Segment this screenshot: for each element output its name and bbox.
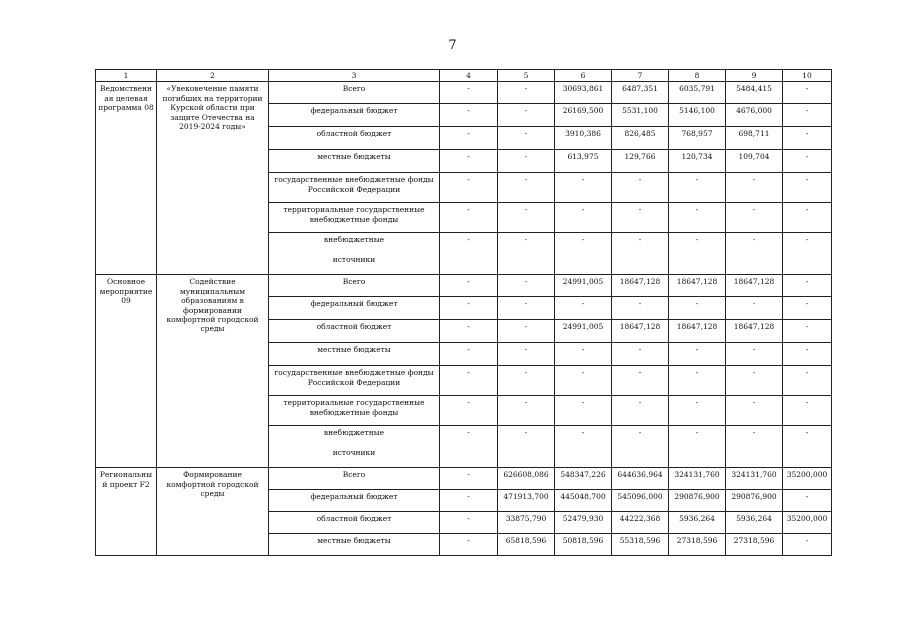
value-cell: - xyxy=(612,233,669,275)
column-header: 8 xyxy=(669,70,726,82)
value-cell: 24991,005 xyxy=(555,275,612,297)
column-header: 6 xyxy=(555,70,612,82)
funding-source xyxy=(269,320,440,343)
funding-source-label: внебюджетные xyxy=(323,428,385,438)
value-cell: 324131,760 xyxy=(726,468,783,490)
funding-source-label: территориальные государственные внебюджетные фонды xyxy=(283,205,425,224)
funding-source-label: местные бюджеты xyxy=(317,345,391,355)
value-cell: - xyxy=(555,343,612,366)
column-header: 5 xyxy=(498,70,555,82)
funding-source-label: государственные внебюджетные фонды Российской Федерации xyxy=(274,368,434,387)
funding-source xyxy=(269,512,440,534)
value-cell: - xyxy=(498,173,555,203)
value-cell: 24991,005 xyxy=(555,320,612,343)
value-cell: 52479,930 xyxy=(555,512,612,534)
value-cell: 109,704 xyxy=(726,150,783,173)
funding-source-label-continued: источники xyxy=(332,447,376,457)
value-cell: - xyxy=(726,366,783,396)
funding-source xyxy=(269,343,440,366)
value-cell: - xyxy=(440,275,498,297)
value-cell: 35200,000 xyxy=(783,512,832,534)
value-cell: - xyxy=(669,366,726,396)
funding-source-label: Всего xyxy=(342,470,366,480)
value-cell: 698,711 xyxy=(726,127,783,150)
value-cell: 50818,596 xyxy=(555,534,612,556)
funding-source-label: Всего xyxy=(342,84,366,94)
column-header: 2 xyxy=(157,70,269,82)
value-cell: - xyxy=(498,104,555,127)
funding-source-label: областной бюджет xyxy=(316,322,392,332)
funding-source-label: государственные внебюджетные фонды Российской Федерации xyxy=(274,175,434,194)
value-cell: 30693,861 xyxy=(555,82,612,104)
funding-source xyxy=(269,173,440,203)
value-cell: 18647,128 xyxy=(612,320,669,343)
funding-source-label-continued: источники xyxy=(332,254,376,264)
header-row xyxy=(96,70,832,82)
table-row xyxy=(96,275,832,297)
value-cell: 26169,500 xyxy=(555,104,612,127)
value-cell: - xyxy=(726,426,783,468)
column-header: 4 xyxy=(440,70,498,82)
funding-source xyxy=(269,233,440,275)
value-cell: - xyxy=(669,173,726,203)
value-cell: - xyxy=(726,203,783,233)
funding-source-label: местные бюджеты xyxy=(317,536,391,546)
program-name: Содействие муниципальным образованиям в формировании комфортной городской среды xyxy=(157,275,269,468)
funding-source xyxy=(269,127,440,150)
value-cell: - xyxy=(440,104,498,127)
funding-source xyxy=(269,396,440,426)
funding-source xyxy=(269,534,440,556)
value-cell: 826,485 xyxy=(612,127,669,150)
funding-source-label: федеральный бюджет xyxy=(310,299,398,309)
value-cell: 18647,128 xyxy=(669,320,726,343)
value-cell: - xyxy=(498,366,555,396)
value-cell: - xyxy=(783,150,832,173)
funding-source-label: федеральный бюджет xyxy=(310,106,398,116)
value-cell: - xyxy=(783,275,832,297)
value-cell: 768,957 xyxy=(669,127,726,150)
value-cell: - xyxy=(440,297,498,320)
column-header: 7 xyxy=(612,70,669,82)
column-header: 1 xyxy=(96,70,157,82)
value-cell: - xyxy=(612,203,669,233)
funding-source xyxy=(269,490,440,512)
value-cell: - xyxy=(612,173,669,203)
value-cell: 5484,415 xyxy=(726,82,783,104)
value-cell: - xyxy=(440,366,498,396)
funding-source xyxy=(269,366,440,396)
value-cell: - xyxy=(498,127,555,150)
funding-source xyxy=(269,203,440,233)
funding-source xyxy=(269,150,440,173)
value-cell: - xyxy=(783,233,832,275)
value-cell: - xyxy=(440,468,498,490)
funding-source xyxy=(269,104,440,127)
value-cell: 324131,760 xyxy=(669,468,726,490)
value-cell: 27318,596 xyxy=(726,534,783,556)
value-cell: - xyxy=(440,203,498,233)
value-cell: - xyxy=(783,426,832,468)
funding-source-label: территориальные государственные внебюджетные фонды xyxy=(283,398,425,417)
value-cell: - xyxy=(555,366,612,396)
funding-source-label: Всего xyxy=(342,277,366,287)
value-cell: - xyxy=(555,203,612,233)
value-cell: - xyxy=(783,82,832,104)
value-cell: - xyxy=(783,173,832,203)
value-cell: - xyxy=(440,396,498,426)
value-cell: - xyxy=(555,233,612,275)
value-cell: - xyxy=(783,203,832,233)
program-code: Ведомственн ая целевая программа 08 xyxy=(96,82,157,275)
value-cell: 4676,000 xyxy=(726,104,783,127)
funding-source-label: местные бюджеты xyxy=(317,152,391,162)
value-cell: - xyxy=(440,173,498,203)
value-cell: - xyxy=(440,233,498,275)
value-cell: - xyxy=(669,426,726,468)
value-cell: - xyxy=(498,82,555,104)
value-cell: - xyxy=(498,396,555,426)
value-cell: - xyxy=(498,203,555,233)
value-cell: - xyxy=(783,343,832,366)
table-row xyxy=(96,468,832,490)
program-name: «Увековечение памяти погибших на территории Курской области при защите Отечества на 2019-2024 годы» xyxy=(157,82,269,275)
value-cell: 18647,128 xyxy=(669,275,726,297)
program-code: Региональны й проект F2 xyxy=(96,468,157,556)
value-cell: 5146,100 xyxy=(669,104,726,127)
budget-table xyxy=(95,69,832,556)
value-cell: - xyxy=(440,150,498,173)
value-cell: - xyxy=(440,127,498,150)
value-cell: 613,975 xyxy=(555,150,612,173)
value-cell: - xyxy=(783,297,832,320)
value-cell: - xyxy=(726,343,783,366)
value-cell: - xyxy=(783,127,832,150)
value-cell: 290876,900 xyxy=(669,490,726,512)
value-cell: 5531,100 xyxy=(612,104,669,127)
value-cell: - xyxy=(440,490,498,512)
value-cell: 471913,700 xyxy=(498,490,555,512)
value-cell: - xyxy=(440,534,498,556)
value-cell: - xyxy=(612,366,669,396)
value-cell: - xyxy=(498,275,555,297)
value-cell: - xyxy=(669,396,726,426)
value-cell: - xyxy=(440,426,498,468)
funding-source-label: федеральный бюджет xyxy=(310,492,398,502)
funding-source xyxy=(269,82,440,104)
value-cell: - xyxy=(555,396,612,426)
value-cell: 644636,964 xyxy=(612,468,669,490)
value-cell: - xyxy=(783,320,832,343)
value-cell: - xyxy=(726,233,783,275)
value-cell: 18647,128 xyxy=(612,275,669,297)
value-cell: - xyxy=(555,297,612,320)
value-cell: - xyxy=(498,150,555,173)
value-cell: - xyxy=(440,82,498,104)
value-cell: - xyxy=(612,343,669,366)
value-cell: 545096,000 xyxy=(612,490,669,512)
value-cell: 5936,264 xyxy=(669,512,726,534)
value-cell: 6035,791 xyxy=(669,82,726,104)
value-cell: - xyxy=(669,297,726,320)
value-cell: 18647,128 xyxy=(726,275,783,297)
value-cell: - xyxy=(783,104,832,127)
column-header: 3 xyxy=(269,70,440,82)
funding-source-label: областной бюджет xyxy=(316,129,392,139)
value-cell: - xyxy=(498,426,555,468)
funding-source xyxy=(269,297,440,320)
value-cell: 6487,351 xyxy=(612,82,669,104)
funding-source xyxy=(269,468,440,490)
value-cell: - xyxy=(669,203,726,233)
value-cell: - xyxy=(440,320,498,343)
value-cell: 44222,368 xyxy=(612,512,669,534)
value-cell: 18647,128 xyxy=(726,320,783,343)
value-cell: - xyxy=(783,366,832,396)
value-cell: 548347,226 xyxy=(555,468,612,490)
value-cell: 3910,386 xyxy=(555,127,612,150)
funding-source xyxy=(269,275,440,297)
value-cell: 55318,596 xyxy=(612,534,669,556)
value-cell: 129,766 xyxy=(612,150,669,173)
table-row xyxy=(96,82,832,104)
value-cell: - xyxy=(783,534,832,556)
value-cell: - xyxy=(612,426,669,468)
value-cell: - xyxy=(669,343,726,366)
value-cell: - xyxy=(498,343,555,366)
value-cell: - xyxy=(555,173,612,203)
value-cell: - xyxy=(669,233,726,275)
value-cell: - xyxy=(440,512,498,534)
program-code: Основное мероприятие 09 xyxy=(96,275,157,468)
value-cell: 27318,596 xyxy=(669,534,726,556)
value-cell: 626608,086 xyxy=(498,468,555,490)
value-cell: - xyxy=(498,320,555,343)
funding-source-label: областной бюджет xyxy=(316,514,392,524)
value-cell: 120,734 xyxy=(669,150,726,173)
value-cell: - xyxy=(783,490,832,512)
value-cell: - xyxy=(726,297,783,320)
funding-source-label: внебюджетные xyxy=(323,235,385,245)
column-header: 9 xyxy=(726,70,783,82)
value-cell: - xyxy=(440,343,498,366)
value-cell: 290876,900 xyxy=(726,490,783,512)
value-cell: 445048,700 xyxy=(555,490,612,512)
value-cell: 35200,000 xyxy=(783,468,832,490)
value-cell: - xyxy=(498,297,555,320)
value-cell: 5936,264 xyxy=(726,512,783,534)
value-cell: - xyxy=(783,396,832,426)
value-cell: - xyxy=(612,297,669,320)
value-cell: - xyxy=(726,173,783,203)
value-cell: - xyxy=(726,396,783,426)
value-cell: - xyxy=(612,396,669,426)
value-cell: 65818,596 xyxy=(498,534,555,556)
page-number: 7 xyxy=(448,38,457,53)
value-cell: - xyxy=(498,233,555,275)
value-cell: - xyxy=(555,426,612,468)
column-header: 10 xyxy=(783,70,832,82)
program-name: Формирование комфортной городской среды xyxy=(157,468,269,556)
value-cell: 33875,790 xyxy=(498,512,555,534)
funding-source xyxy=(269,426,440,468)
